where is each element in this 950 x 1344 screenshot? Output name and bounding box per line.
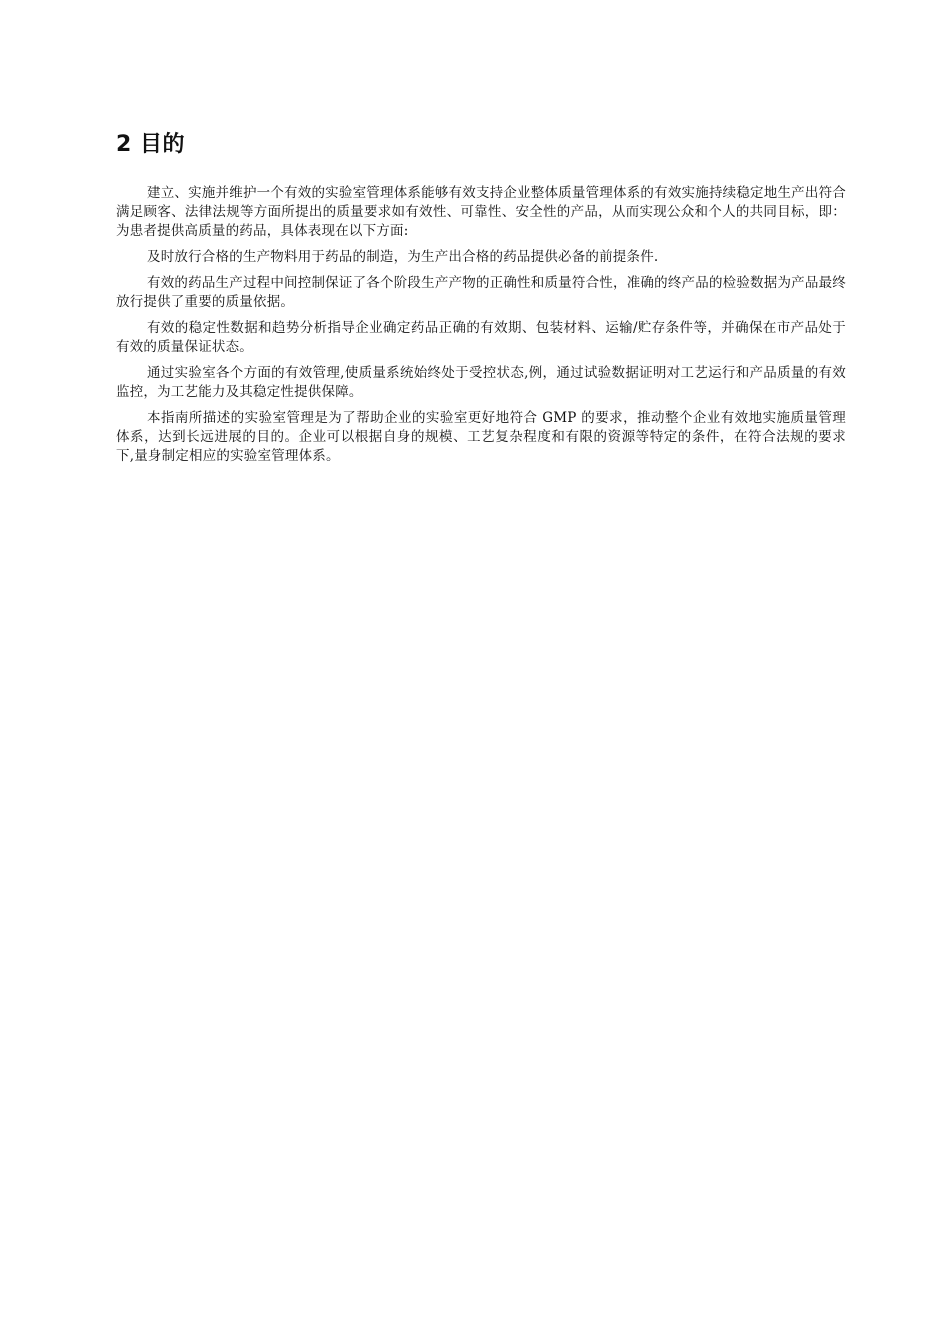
section-body — [116, 128, 846, 473]
paragraph-guide-purpose: 本指南所描述的实验室管理是为了帮助企业的实验室更好地符合 GMP 的要求，推动整个企业有效地实施质量管理体系，达到长远进展的目的。企业可以根据自身的规模、工艺复杂程度和有限的资源等特定的条件，在符合法规的要求下,量身制定相应的实验室管理体系。 — [116, 410, 846, 464]
paragraph-stability-data: 有效的稳定性数据和趋势分析指导企业确定药品正确的有效期、包装材料、运输/贮存条件等，并确保在市产品处于有效的质量保证状态。 — [116, 320, 846, 355]
paragraph-lab-management: 通过实验室各个方面的有效管理,使质量系统始终处于受控状态,例，通过试验数据证明对工艺运行和产品质量的有效监控，为工艺能力及其稳定性提供保障。 — [116, 365, 846, 400]
paragraph-material-release: 及时放行合格的生产物料用于药品的制造，为生产出合格的药品提供必备的前提条件. — [147, 249, 659, 265]
section-heading: 2 目的 — [116, 132, 185, 157]
paragraph-intro: 建立、实施并维护一个有效的实验室管理体系能够有效支持企业整体质量管理体系的有效实施持续稳定地生产出符合满足顾客、法律法规等方面所提出的质量要求如有效性、可靠性、安全性的产品，从而实现公众和个人的共同目标，即：为患者提供高质量的药品，具体表现在以下方面: — [116, 185, 846, 239]
paragraph-process-control: 有效的药品生产过程中间控制保证了各个阶段生产产物的正确性和质量符合性，准确的终产品的检验数据为产品最终放行提供了重要的质量依据。 — [116, 275, 846, 310]
